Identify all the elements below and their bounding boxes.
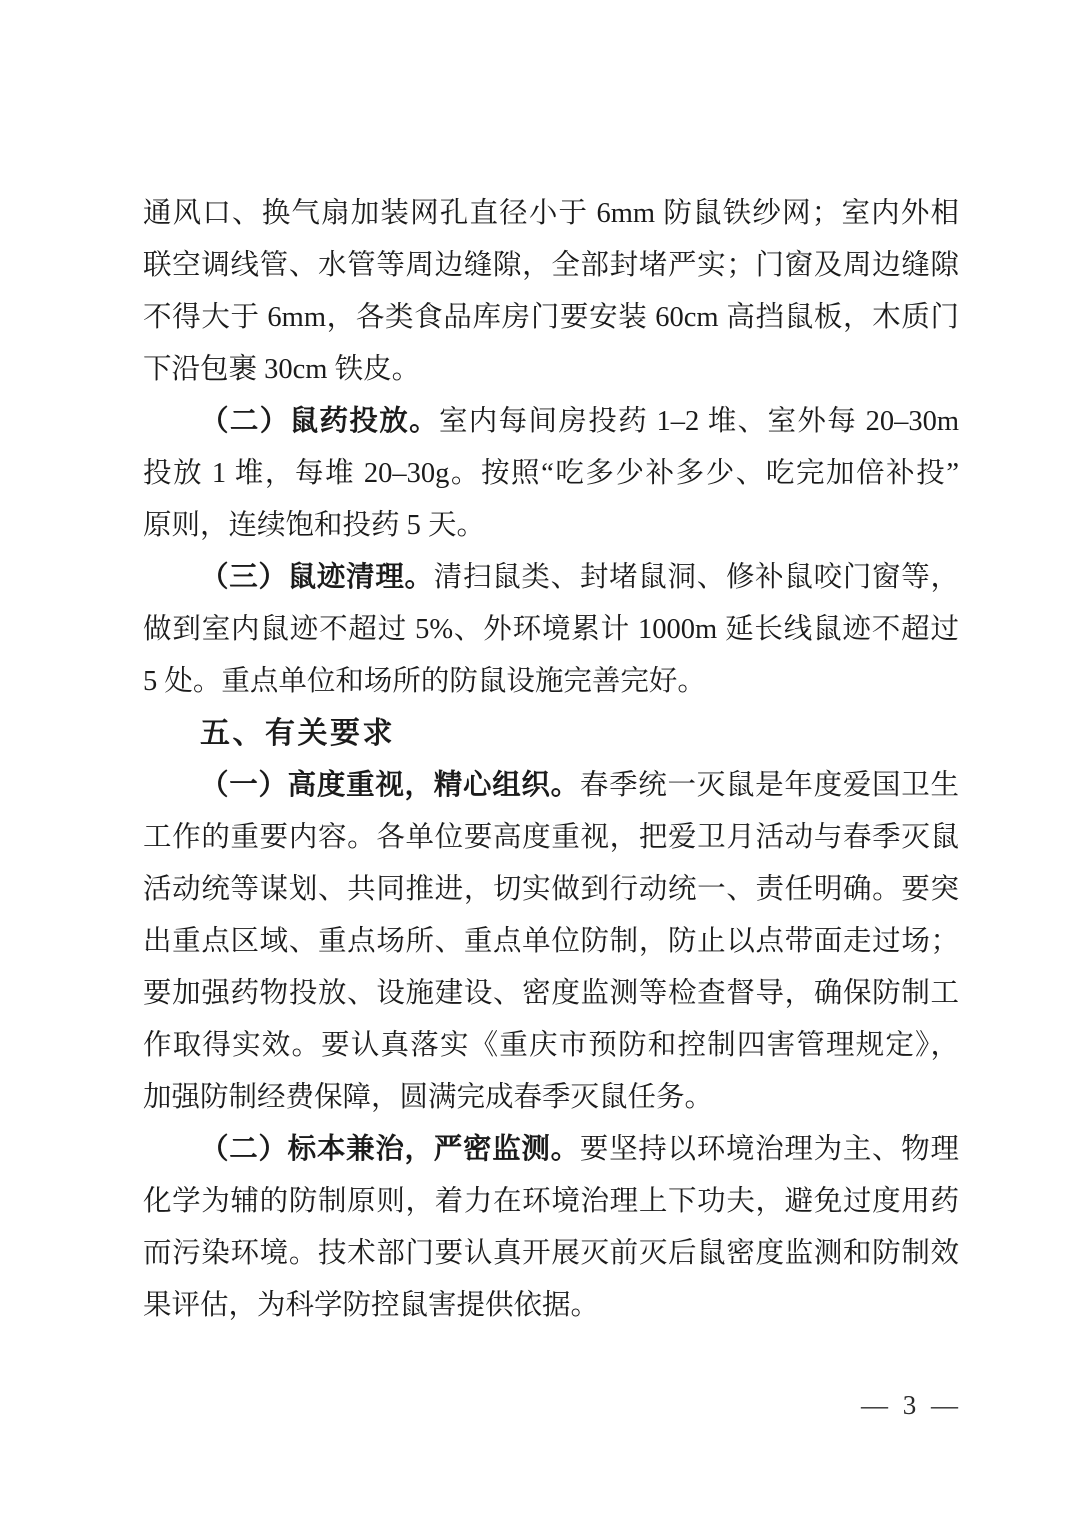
section-heading: 五、有关要求	[200, 717, 395, 750]
paragraph-line: 下沿包裹 30cm 铁皮。	[143, 354, 421, 385]
paragraph-line	[143, 760, 959, 812]
paragraph-line: 出重点区域、重点场所、重点单位防制，防止以点带面走过场；	[143, 926, 959, 957]
item-lead-label: （二）鼠药投放。	[200, 406, 439, 437]
paragraph-line: 要加强药物投放、设施建设、密度监测等检查督导，确保防制工	[143, 978, 959, 1009]
document-body	[143, 188, 959, 1332]
paragraph-line: 5 处。重点单位和场所的防鼠设施完善完好。	[143, 666, 706, 697]
paragraph-line: 果评估，为科学防控鼠害提供依据。	[143, 1290, 600, 1321]
paragraph-text: 清扫鼠类、封堵鼠洞、修补鼠咬门窗等，	[433, 562, 959, 593]
paragraph-text: 室内每间房投药 1–2 堆、室外每 20–30m	[438, 406, 959, 437]
paragraph-line: 联空调线管、水管等周边缝隙，全部封堵严实；门窗及周边缝隙	[143, 250, 959, 281]
paragraph-line	[143, 396, 959, 448]
item-lead-label: （二）标本兼治，严密监测。	[200, 1134, 580, 1165]
paragraph-line	[143, 552, 959, 604]
paragraph-line: 不得大于 6mm，各类食品库房门要安装 60cm 高挡鼠板，木质门	[143, 302, 959, 333]
paragraph-text: 要坚持以环境治理为主、物理	[579, 1134, 959, 1165]
paragraph-line: 作取得实效。要认真落实《重庆市预防和控制四害管理规定》，	[143, 1030, 959, 1061]
page-number: — 3 —	[861, 1390, 962, 1420]
paragraph-line: 通风口、换气扇加装网孔直径小于 6mm 防鼠铁纱网；室内外相	[143, 198, 959, 229]
item-lead-label: （三）鼠迹清理。	[200, 562, 434, 593]
paragraph-line: 原则，连续饱和投药 5 天。	[143, 510, 486, 541]
paragraph-line: 加强防制经费保障，圆满完成春季灭鼠任务。	[143, 1082, 714, 1113]
paragraph-line: 做到室内鼠迹不超过 5%、外环境累计 1000m 延长线鼠迹不超过	[143, 614, 959, 645]
paragraph-text: 春季统一灭鼠是年度爱国卫生	[579, 770, 959, 801]
paragraph-line: 工作的重要内容。各单位要高度重视，把爱卫月活动与春季灭鼠	[143, 822, 959, 853]
paragraph-line: 投放 1 堆，每堆 20–30g。按照“吃多少补多少、吃完加倍补投”	[143, 458, 959, 489]
paragraph-line	[143, 1124, 959, 1176]
item-lead-label: （一）高度重视，精心组织。	[200, 770, 580, 801]
paragraph-line: 而污染环境。技术部门要认真开展灭前灭后鼠密度监测和防制效	[143, 1238, 959, 1269]
paragraph-line: 活动统等谋划、共同推进，切实做到行动统一、责任明确。要突	[143, 874, 959, 905]
paragraph-line: 化学为辅的防制原则，着力在环境治理上下功夫，避免过度用药	[143, 1186, 959, 1217]
